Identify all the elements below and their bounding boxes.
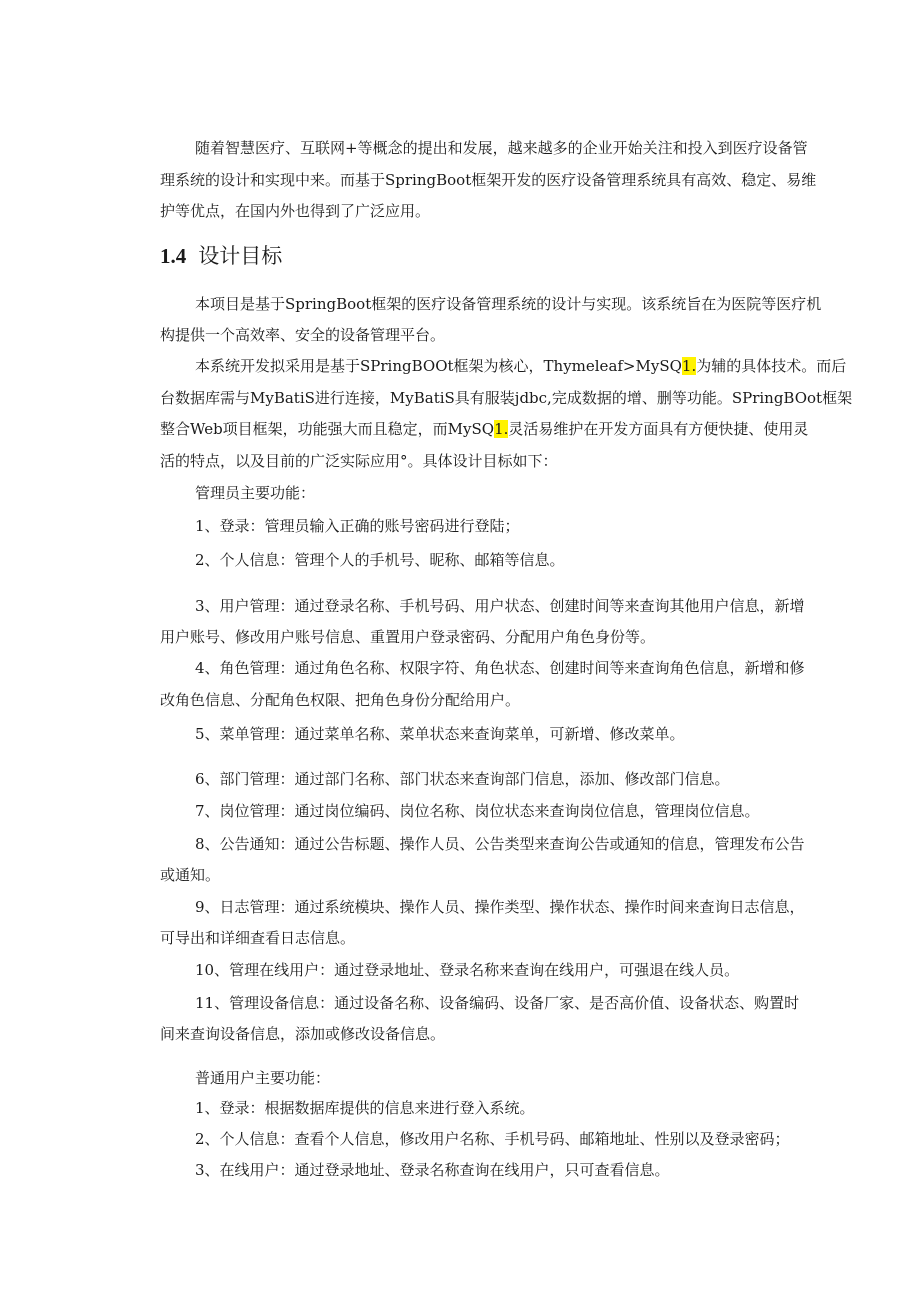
para2-line-1-a: 本系统开发拟采用是基于SPringBOOt框架为核心，Thymeleaf>MySQ [195, 357, 682, 375]
admin-item-11-cont: 间来查询设备信息，添加或修改设备信息。 [160, 1025, 446, 1043]
para2-line-3 [160, 419, 808, 439]
section-title: 设计目标 [198, 244, 283, 268]
highlight-1: 1. [681, 357, 697, 375]
para2-line-4: 活的特点，以及目前的广泛实际应用°。具体设计目标如下： [160, 452, 558, 470]
admin-item-11: 11、管理设备信息：通过设备名称、设备编码、设备厂家、是否高价值、设备状态、购置时 [195, 994, 800, 1012]
para1-line-1: 本项目是基于SpringBoot框架的医疗设备管理系统的设计与实现。该系统旨在为医院等医疗机 [195, 295, 822, 313]
admin-item-3-cont: 用户账号、修改用户账号信息、重置用户登录密码、分配用户角色身份等。 [160, 628, 656, 646]
admin-item-8-cont: 或通知。 [160, 866, 221, 884]
admin-header: 管理员主要功能： [195, 484, 316, 502]
admin-item-3: 3、用户管理：通过登录名称、手机号码、用户状态、创建时间等来查询其他用户信息，新增 [195, 597, 805, 615]
section-heading [160, 242, 282, 270]
admin-item-6: 6、部门管理：通过部门名称、部门状态来查询部门信息，添加、修改部门信息。 [195, 770, 730, 788]
intro-line-1: 随着智慧医疗、互联网+等概念的提出和发展，越来越多的企业开始关注和投入到医疗设备管 [195, 139, 808, 157]
admin-item-2: 2、个人信息：管理个人的手机号、昵称、邮箱等信息。 [195, 551, 565, 569]
user-header: 普通用户主要功能： [195, 1069, 331, 1087]
admin-item-8: 8、公告通知：通过公告标题、操作人员、公告类型来查询公告或通知的信息，管理发布公告 [195, 835, 805, 853]
admin-item-1: 1、登录：管理员输入正确的账号密码进行登陆； [195, 517, 520, 535]
admin-item-7: 7、岗位管理：通过岗位编码、岗位名称、岗位状态来查询岗位信息，管理岗位信息。 [195, 802, 760, 820]
user-item-2: 2、个人信息：查看个人信息，修改用户名称、手机号码、邮箱地址、性别以及登录密码； [195, 1130, 790, 1148]
para1-line-2: 构提供一个高效率、安全的设备管理平台。 [160, 326, 446, 344]
section-number: 1.4 [160, 244, 187, 268]
intro-line-3: 护等优点，在国内外也得到了广泛应用。 [160, 202, 431, 220]
highlight-2: 1. [494, 420, 509, 438]
para2-line-1-b: 为辅的具体技术。而后 [696, 357, 847, 375]
admin-item-10: 10、管理在线用户：通过登录地址、登录名称来查询在线用户，可强退在线人员。 [195, 961, 740, 979]
admin-item-9: 9、日志管理：通过系统模块、操作人员、操作类型、操作状态、操作时间来查询日志信息， [195, 898, 805, 916]
admin-item-5: 5、菜单管理：通过菜单名称、菜单状态来查询菜单，可新增、修改菜单。 [195, 725, 685, 743]
intro-line-2: 理系统的设计和实现中来。而基于SpringBoot框架开发的医疗设备管理系统具有高效、稳定、易维 [160, 171, 817, 189]
admin-item-4-cont: 改角色信息、分配角色权限、把角色身份分配给用户。 [160, 691, 521, 709]
para2-line-3-a: 整合Web项目框架，功能强大而且稳定，而MySQ [160, 420, 495, 438]
user-item-3: 3、在线用户：通过登录地址、登录名称查询在线用户，只可查看信息。 [195, 1161, 670, 1179]
admin-item-9-cont: 可导出和详细查看日志信息。 [160, 929, 356, 947]
para2-line-2: 台数据库需与MyBatiS进行连接，MyBatiS具有服装jdbc,完成数据的增、删等功能。SPringBOot框架 [160, 389, 853, 407]
para2-line-1 [195, 356, 846, 376]
para2-line-3-b: 灵活易维护在开发方面具有方便快捷、使用灵 [508, 420, 809, 438]
user-item-1: 1、登录：根据数据库提供的信息来进行登入系统。 [195, 1099, 535, 1117]
admin-item-4: 4、角色管理：通过角色名称、权限字符、角色状态、创建时间等来查询角色信息，新增和修 [195, 659, 805, 677]
